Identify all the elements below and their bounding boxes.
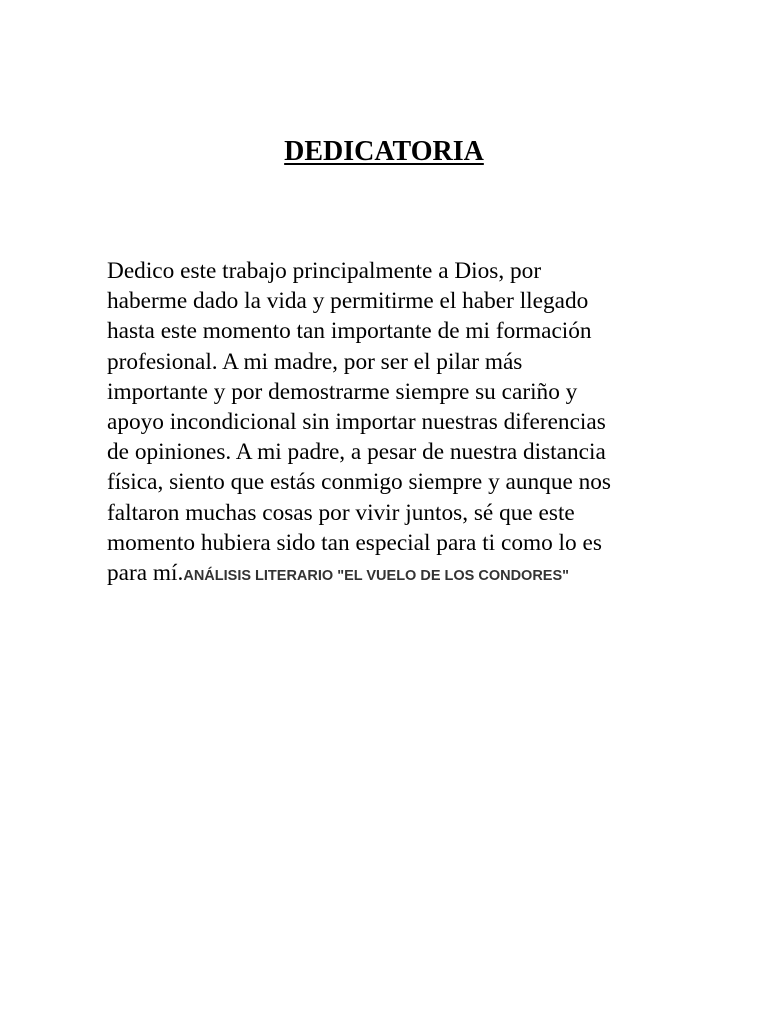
paragraph-line: haberme dado la vida y permitirme el haber llegado bbox=[107, 288, 589, 315]
paragraph-line-start: para mí. bbox=[107, 560, 184, 587]
paragraph-line: Dedico este trabajo principalmente a Dios, por bbox=[107, 258, 542, 284]
document-title-note: ANÁLISIS LITERARIO "EL VUELO DE LOS CONDORES" bbox=[183, 568, 570, 585]
paragraph-line: hasta este momento tan importante de mi formación bbox=[107, 318, 592, 345]
paragraph-line: momento hubiera sido tan especial para ti como lo es bbox=[107, 529, 602, 556]
paragraph-last-line bbox=[107, 558, 667, 591]
paragraph-line: apoyo incondicional sin importar nuestras diferencias bbox=[107, 409, 606, 436]
paragraph-line: de opiniones. A mi padre, a pesar de nuestra distancia bbox=[107, 439, 606, 466]
paragraph-line: profesional. A mi madre, por ser el pilar más bbox=[107, 348, 523, 375]
paragraph-line: faltaron muchas cosas por vivir juntos, sé que este bbox=[107, 499, 575, 526]
paragraph-line: importante y por demostrarme siempre su cariño y bbox=[107, 378, 578, 405]
page-title: DEDICATORIA bbox=[284, 136, 484, 167]
dedication-paragraph bbox=[107, 256, 667, 591]
paragraph-line: física, siento que estás conmigo siempre y aunque nos bbox=[107, 469, 611, 496]
